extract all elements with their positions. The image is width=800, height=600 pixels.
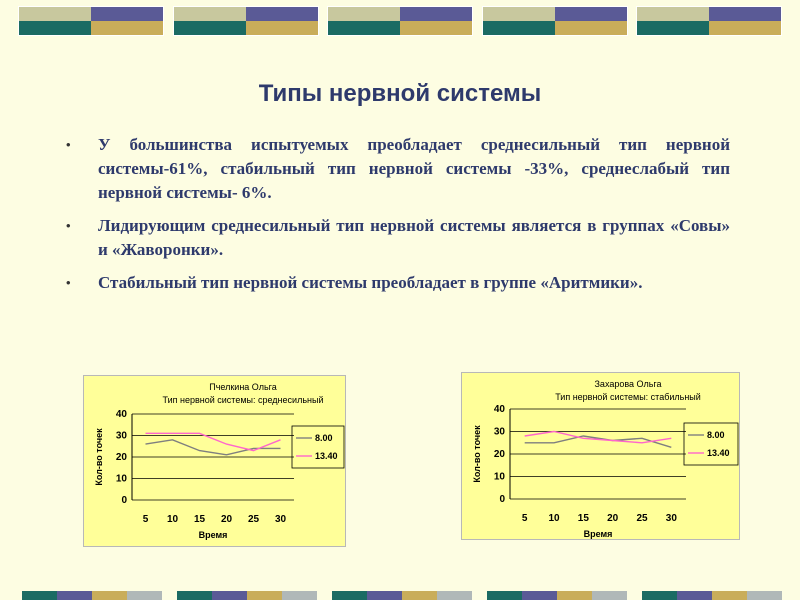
y-tick-label: 20: [493, 449, 505, 460]
bullet-item: [66, 133, 730, 205]
y-tick-label: 30: [493, 426, 505, 438]
bullet-text: Стабильный тип нервной системы преобладает в группе «Аритмики».: [98, 273, 643, 292]
decorative-tile: [327, 6, 473, 36]
bullet-text: У большинства испытуемых преобладает среднесильный тип нервной системы-61%, стабильный тип нервной системы -33%, среднеслабый тип нервной системы- 6%.: [98, 135, 730, 202]
decorative-tile: [22, 591, 162, 600]
series-line-2: [525, 432, 672, 443]
bullet-dot-icon: •: [66, 218, 71, 233]
y-tick-label: 30: [115, 430, 127, 442]
y-tick-label: 40: [493, 404, 505, 415]
slide-title: Типы нервной системы: [258, 80, 542, 107]
chart-pchelkina: [83, 375, 346, 547]
chart-svg: [462, 373, 741, 541]
chart-title: Захарова Ольга: [594, 379, 662, 389]
decorative-top-band: [18, 6, 782, 36]
x-tick-label: 5: [521, 513, 528, 524]
decorative-tile: [636, 6, 782, 36]
x-tick-label: 30: [274, 514, 287, 525]
bullet-item: [66, 214, 730, 262]
x-axis-label: Время: [198, 530, 228, 540]
chart-svg: [84, 376, 347, 548]
decorative-tile: [487, 591, 627, 600]
chart-subtitle: Тип нервной системы: стабильный: [555, 392, 701, 402]
y-tick-label: 20: [115, 452, 127, 463]
legend-label: 8.00: [315, 433, 333, 443]
decorative-tile: [18, 6, 164, 36]
decorative-tile: [332, 591, 472, 600]
chart-subtitle: Тип нервной системы: среднесильный: [162, 395, 324, 405]
bullet-dot-icon: •: [66, 137, 71, 152]
x-tick-label: 15: [577, 513, 589, 524]
bullet-text: Лидирующим среднесильный тип нервной системы является в группах «Совы» и «Жаворонки».: [98, 216, 730, 259]
y-tick-label: 0: [121, 495, 127, 506]
x-tick-label: 10: [548, 513, 560, 524]
x-tick-label: 20: [607, 513, 619, 524]
legend-label: 8.00: [707, 430, 725, 440]
x-tick-label: 5: [142, 514, 149, 525]
chart-zakharova: [461, 372, 740, 540]
decorative-tile: [177, 591, 317, 600]
x-tick-label: 15: [193, 514, 206, 525]
y-tick-label: 10: [115, 473, 127, 485]
decorative-tile: [482, 6, 628, 36]
bullet-dot-icon: •: [66, 275, 71, 290]
decorative-bottom-band: [22, 591, 782, 600]
x-tick-label: 20: [220, 514, 233, 525]
decorative-tile: [642, 591, 782, 600]
chart-title: Пчелкина Ольга: [209, 382, 277, 392]
legend-label: 13.40: [707, 448, 730, 458]
y-axis-label: Кол-во точек: [472, 425, 482, 483]
bullet-list: [66, 133, 730, 304]
y-tick-label: 40: [115, 409, 127, 420]
decorative-tile: [173, 6, 319, 36]
x-axis-label: Время: [583, 529, 613, 539]
x-tick-label: 25: [247, 514, 260, 525]
legend-label: 13.40: [315, 451, 338, 461]
x-tick-label: 30: [665, 513, 677, 524]
y-tick-label: 10: [493, 471, 505, 483]
x-tick-label: 25: [636, 513, 648, 524]
x-tick-label: 10: [166, 514, 179, 525]
bullet-item: [66, 271, 730, 295]
y-axis-label: Кол-во точек: [94, 428, 104, 486]
y-tick-label: 0: [499, 494, 505, 505]
